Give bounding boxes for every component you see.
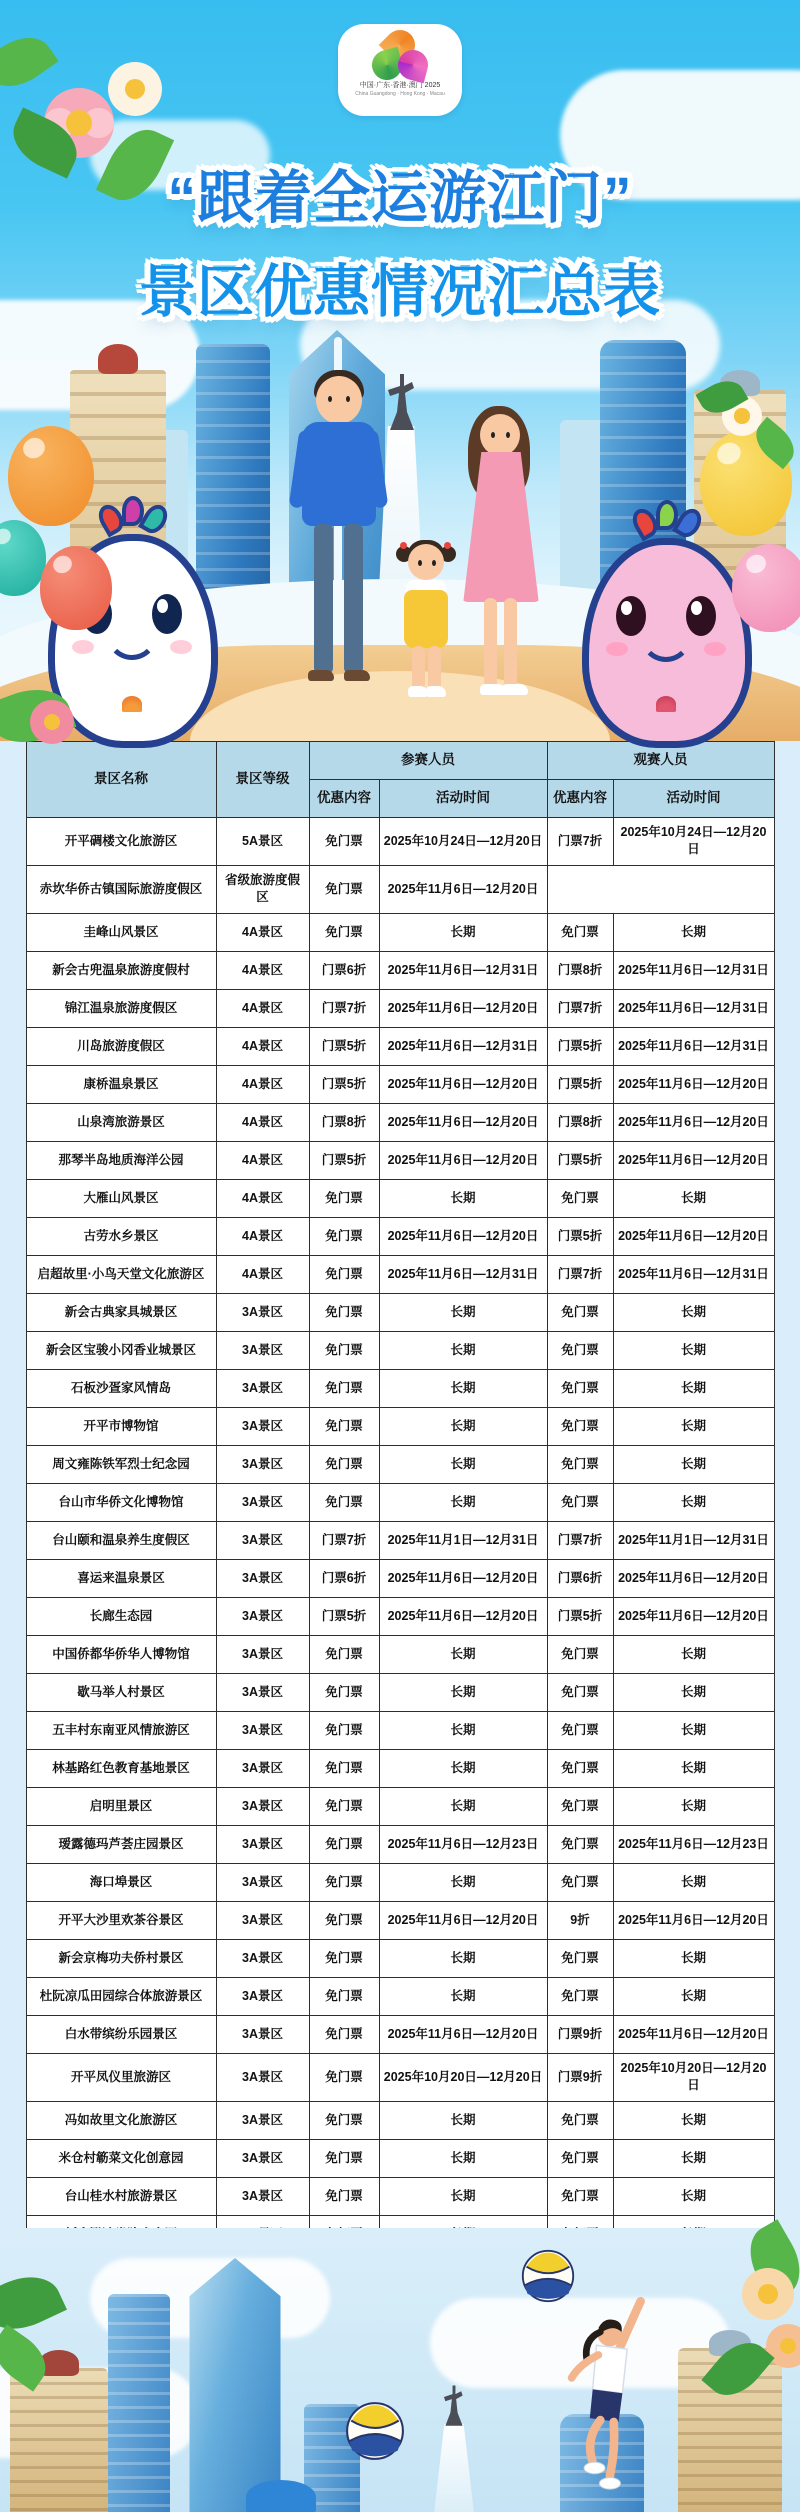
spectator-offer-cell: 免门票 [547,2101,613,2139]
logo-caption-en: China Guangdong · Hong Kong · Macau [355,90,445,97]
participant-offer-cell: 免门票 [309,2177,379,2215]
level-cell: 3A景区 [216,2101,309,2139]
spectator-offer-cell: 门票8折 [547,951,613,989]
spectator-offer-cell: 门票9折 [547,2015,613,2053]
table-row [26,2177,774,2215]
col-header-name: 景区名称 [26,742,216,818]
table-row [26,1217,774,1255]
monument [432,2424,476,2512]
table-row [26,1065,774,1103]
participant-time-cell: 2025年11月6日—12月20日 [379,1901,547,1939]
level-cell: 省级旅游度假区 [216,865,309,913]
table-row [26,1483,774,1521]
participant-time-cell: 长期 [379,1787,547,1825]
child-figure [398,540,454,710]
spectator-time-cell: 2025年11月6日—12月31日 [613,1027,774,1065]
scenic-name-cell: 歇马举人村景区 [26,1673,216,1711]
participant-time-cell: 2025年11月6日—12月20日 [379,1559,547,1597]
scenic-name-cell: 冯如故里文化旅游区 [26,2101,216,2139]
spectator-offer-cell: 门票7折 [547,1255,613,1293]
spectator-time-cell: 长期 [613,1711,774,1749]
level-cell: 3A景区 [216,1597,309,1635]
participant-time-cell: 2025年11月6日—12月20日 [379,1065,547,1103]
level-cell: 3A景区 [216,1787,309,1825]
level-cell: 3A景区 [216,1331,309,1369]
table-row [26,1407,774,1445]
participant-offer-cell: 免门票 [309,1787,379,1825]
spectator-offer-cell: 免门票 [547,2177,613,2215]
table-row [26,1521,774,1559]
participant-time-cell: 长期 [379,1635,547,1673]
table-row [26,1635,774,1673]
spectator-time-cell: 2025年10月20日—12月20日 [613,2053,774,2101]
table-row [26,1787,774,1825]
heritage-tower [10,2368,108,2512]
col-header-participant-offer: 优惠内容 [309,779,379,817]
table-row [26,1863,774,1901]
spectator-offer-cell: 门票5折 [547,1217,613,1255]
spectator-offer-cell: 免门票 [547,1787,613,1825]
level-cell: 4A景区 [216,989,309,1027]
level-cell: 3A景区 [216,1369,309,1407]
scenic-name-cell: 台山市华侨文化博物馆 [26,1483,216,1521]
spectator-offer-cell: 免门票 [547,1293,613,1331]
participant-time-cell: 2025年11月6日—12月20日 [379,1141,547,1179]
participant-offer-cell: 门票5折 [309,1141,379,1179]
balloon-coral [40,546,112,630]
spectator-offer-cell: 免门票 [547,1445,613,1483]
table-row [26,951,774,989]
participant-offer-cell: 免门票 [309,1483,379,1521]
scenic-name-cell: 新会古典家具城景区 [26,1293,216,1331]
participant-offer-cell: 免门票 [309,1293,379,1331]
spectator-offer-cell: 免门票 [547,1939,613,1977]
level-cell: 3A景区 [216,1711,309,1749]
spectator-time-cell: 长期 [613,1863,774,1901]
level-cell: 3A景区 [216,1977,309,2015]
participant-offer-cell: 免门票 [309,1255,379,1293]
level-cell: 3A景区 [216,1445,309,1483]
level-cell: 4A景区 [216,951,309,989]
spectator-offer-cell: 9折 [547,1901,613,1939]
scenic-name-cell: 周文雍陈铁军烈士纪念园 [26,1445,216,1483]
participant-offer-cell: 免门票 [309,1179,379,1217]
spectator-time-cell: 2025年11月1日—12月31日 [613,1521,774,1559]
poster-title-line2: 景区优惠情况汇总表 [139,260,661,324]
spectator-offer-cell: 免门票 [547,2139,613,2177]
spectator-time-cell: 2025年11月6日—12月20日 [613,1559,774,1597]
participant-time-cell: 2025年11月1日—12月31日 [379,1521,547,1559]
participant-offer-cell: 免门票 [309,1825,379,1863]
scenic-name-cell: 长廊生态园 [26,1597,216,1635]
spectator-time-cell: 2025年11月6日—12月20日 [613,1901,774,1939]
participant-offer-cell: 免门票 [309,2015,379,2053]
spectator-offer-cell: 门票5折 [547,1027,613,1065]
participant-time-cell: 长期 [379,1977,547,2015]
logo-caption: 中国·广东·香港·澳门 2025 [359,82,441,89]
spectator-time-cell: 长期 [613,1939,774,1977]
participant-time-cell: 2025年10月24日—12月20日 [379,817,547,865]
participant-offer-cell: 免门票 [309,2101,379,2139]
col-header-level: 景区等级 [216,742,309,818]
spectator-offer-cell: 免门票 [547,1635,613,1673]
spectator-time-cell: 长期 [613,2101,774,2139]
spectator-offer-cell: 免门票 [547,1179,613,1217]
mother-figure [458,406,544,746]
participant-time-cell: 长期 [379,2177,547,2215]
statue-icon [380,372,424,436]
level-cell: 3A景区 [216,1293,309,1331]
level-cell: 3A景区 [216,1825,309,1863]
participant-offer-cell: 免门票 [309,1635,379,1673]
level-cell: 4A景区 [216,1103,309,1141]
spectator-time-cell: 2025年11月6日—12月20日 [613,1103,774,1141]
hero-section [0,0,800,741]
spectator-time-cell: 2025年11月6日—12月23日 [613,1825,774,1863]
spectator-time-cell: 2025年10月24日—12月20日 [613,817,774,865]
scenic-name-cell: 那琴半岛地质海洋公园 [26,1141,216,1179]
spectator-offer-cell: 免门票 [547,913,613,951]
participant-time-cell: 2025年11月6日—12月20日 [379,1597,547,1635]
scenic-name-cell: 大雁山风景区 [26,1179,216,1217]
volleyball-icon [344,2400,406,2462]
spectator-offer-cell: 免门票 [547,1331,613,1369]
level-cell: 3A景区 [216,1673,309,1711]
scenic-name-cell: 海口埠景区 [26,1863,216,1901]
flower-decoration [108,62,162,116]
spectator-time-cell: 2025年11月6日—12月20日 [613,1217,774,1255]
offers-table [26,741,775,2254]
level-cell: 3A景区 [216,1901,309,1939]
scenic-name-cell: 开平凤仪里旅游区 [26,2053,216,2101]
level-cell: 3A景区 [216,1939,309,1977]
table-row [26,1825,774,1863]
level-cell: 3A景区 [216,2177,309,2215]
flower-decoration [30,700,74,744]
participant-time-cell: 长期 [379,2139,547,2177]
table-row [26,1597,774,1635]
table-row [26,1673,774,1711]
scenic-name-cell: 开平市博物馆 [26,1407,216,1445]
spectator-offer-cell: 免门票 [547,1825,613,1863]
scenic-name-cell: 新会古兜温泉旅游度假村 [26,951,216,989]
participant-time-cell: 长期 [379,1711,547,1749]
table-row [26,1255,774,1293]
table-row [26,817,774,865]
scenic-name-cell: 山泉湾旅游景区 [26,1103,216,1141]
participant-offer-cell: 免门票 [309,817,379,865]
participant-time-cell: 2025年11月6日—12月31日 [379,1027,547,1065]
level-cell: 4A景区 [216,1255,309,1293]
spectator-offer-cell [547,865,774,913]
participant-offer-cell: 免门票 [309,1901,379,1939]
spectator-offer-cell: 门票7折 [547,1521,613,1559]
city-illustration [0,330,800,741]
level-cell: 3A景区 [216,1749,309,1787]
spectator-offer-cell: 免门票 [547,1407,613,1445]
spectator-time-cell: 长期 [613,1749,774,1787]
scenic-name-cell: 杜阮凉瓜田园综合体旅游景区 [26,1977,216,2015]
spectator-time-cell: 2025年11月6日—12月20日 [613,1065,774,1103]
participant-time-cell: 2025年10月20日—12月20日 [379,2053,547,2101]
participant-time-cell: 2025年11月6日—12月20日 [379,989,547,1027]
scenic-name-cell: 石板沙疍家风情岛 [26,1369,216,1407]
level-cell: 3A景区 [216,1483,309,1521]
level-cell: 5A景区 [216,817,309,865]
participant-time-cell: 2025年11月6日—12月31日 [379,1255,547,1293]
spectator-offer-cell: 免门票 [547,1749,613,1787]
table-row [26,2053,774,2101]
spectator-time-cell: 2025年11月6日—12月31日 [613,1255,774,1293]
spectator-offer-cell: 免门票 [547,1369,613,1407]
participant-offer-cell: 免门票 [309,913,379,951]
participant-time-cell: 长期 [379,1445,547,1483]
participant-time-cell: 2025年11月6日—12月31日 [379,951,547,989]
level-cell: 4A景区 [216,1179,309,1217]
participant-time-cell: 长期 [379,1863,547,1901]
table-row [26,1559,774,1597]
table-row [26,1103,774,1141]
table-row [26,1027,774,1065]
participant-time-cell: 长期 [379,1939,547,1977]
spectator-time-cell: 长期 [613,1331,774,1369]
spectator-offer-cell: 门票9折 [547,2053,613,2101]
participant-time-cell: 长期 [379,1749,547,1787]
participant-offer-cell: 免门票 [309,1673,379,1711]
spectator-time-cell: 长期 [613,1369,774,1407]
level-cell: 3A景区 [216,1521,309,1559]
table-row [26,1369,774,1407]
scenic-name-cell: 瑷露德玛芦荟庄园景区 [26,1825,216,1863]
participant-time-cell: 2025年11月6日—12月20日 [379,1217,547,1255]
spectator-offer-cell: 门票6折 [547,1559,613,1597]
spectator-time-cell: 长期 [613,1445,774,1483]
spectator-time-cell: 长期 [613,2177,774,2215]
participant-offer-cell: 免门票 [309,1863,379,1901]
table-body [26,817,774,2253]
participant-time-cell: 长期 [379,913,547,951]
scenic-name-cell: 开平大沙里欢茶谷景区 [26,1901,216,1939]
participant-time-cell: 长期 [379,1483,547,1521]
level-cell: 4A景区 [216,1027,309,1065]
spectator-time-cell: 长期 [613,1635,774,1673]
scenic-name-cell: 古劳水乡景区 [26,1217,216,1255]
level-cell: 4A景区 [216,1141,309,1179]
scenic-name-cell: 米仓村簕菜文化创意园 [26,2139,216,2177]
spectator-time-cell: 长期 [613,2139,774,2177]
participant-time-cell: 长期 [379,2101,547,2139]
participant-offer-cell: 免门票 [309,865,379,913]
participant-time-cell: 2025年11月6日—12月20日 [379,1103,547,1141]
participant-offer-cell: 免门票 [309,1369,379,1407]
spectator-time-cell: 长期 [613,1977,774,2015]
spectator-offer-cell: 免门票 [547,1711,613,1749]
scenic-name-cell: 台山颐和温泉养生度假区 [26,1521,216,1559]
spectator-offer-cell: 免门票 [547,1863,613,1901]
statue-icon [438,2384,470,2430]
skyscraper [108,2294,170,2512]
participant-time-cell: 2025年11月6日—12月23日 [379,1825,547,1863]
col-header-participant-group: 参赛人员 [309,742,547,780]
participant-time-cell: 长期 [379,1407,547,1445]
level-cell: 3A景区 [216,1635,309,1673]
table-row [26,989,774,1027]
spectator-time-cell: 长期 [613,1483,774,1521]
spectator-offer-cell: 门票7折 [547,817,613,865]
offers-table-section [0,741,800,2228]
national-games-logo [338,24,462,116]
balloon-pink [732,544,800,632]
level-cell: 3A景区 [216,1863,309,1901]
table-row [26,1293,774,1331]
table-row [26,1711,774,1749]
scenic-name-cell: 中国侨都华侨华人博物馆 [26,1635,216,1673]
table-row [26,1445,774,1483]
participant-offer-cell: 门票7折 [309,1521,379,1559]
scenic-name-cell: 开平碉楼文化旅游区 [26,817,216,865]
scenic-name-cell: 五丰村东南亚风情旅游区 [26,1711,216,1749]
spectator-time-cell: 2025年11月6日—12月31日 [613,951,774,989]
participant-offer-cell: 免门票 [309,2139,379,2177]
scenic-name-cell: 喜运来温泉景区 [26,1559,216,1597]
poster-title-line1: “跟着全运游江门” [167,166,633,230]
spectator-offer-cell: 门票5折 [547,1141,613,1179]
level-cell: 3A景区 [216,1407,309,1445]
leaf-decoration [0,25,59,99]
flower-decoration [742,2268,794,2320]
scenic-name-cell: 圭峰山风景区 [26,913,216,951]
participant-offer-cell: 门票5折 [309,1065,379,1103]
spectator-offer-cell: 免门票 [547,1673,613,1711]
spectator-time-cell: 2025年11月6日—12月31日 [613,989,774,1027]
col-header-spectator-time: 活动时间 [613,779,774,817]
spectator-time-cell: 长期 [613,1179,774,1217]
participant-offer-cell: 免门票 [309,1445,379,1483]
scenic-name-cell: 新会区宝骏小冈香业城景区 [26,1331,216,1369]
spectator-time-cell: 长期 [613,1407,774,1445]
spectator-time-cell: 长期 [613,1673,774,1711]
scenic-name-cell: 白水带缤纷乐园景区 [26,2015,216,2053]
table-row [26,1939,774,1977]
participant-offer-cell: 门票7折 [309,989,379,1027]
participant-time-cell: 长期 [379,1179,547,1217]
games-emblem-icon [372,30,428,82]
participant-offer-cell: 免门票 [309,1217,379,1255]
participant-time-cell: 2025年11月6日—12月20日 [379,865,547,913]
spectator-time-cell: 2025年11月6日—12月20日 [613,1597,774,1635]
balloon-orange [8,426,94,526]
spectator-offer-cell: 免门票 [547,1977,613,2015]
spectator-time-cell: 2025年11月6日—12月20日 [613,2015,774,2053]
participant-time-cell: 2025年11月6日—12月20日 [379,2015,547,2053]
volleyball-player [548,2284,668,2512]
col-header-spectator-offer: 优惠内容 [547,779,613,817]
participant-time-cell: 长期 [379,1293,547,1331]
mascot-pink [582,504,752,746]
scenic-name-cell: 林基路红色教育基地景区 [26,1749,216,1787]
scenic-name-cell: 川岛旅游度假区 [26,1027,216,1065]
table-row [26,1901,774,1939]
participant-offer-cell: 门票5折 [309,1597,379,1635]
col-header-spectator-group: 观赛人员 [547,742,774,780]
scenic-name-cell: 新会京梅功夫侨村景区 [26,1939,216,1977]
level-cell: 4A景区 [216,1065,309,1103]
footer-illustration [0,2228,800,2512]
participant-offer-cell: 免门票 [309,1749,379,1787]
participant-offer-cell: 门票8折 [309,1103,379,1141]
participant-offer-cell: 免门票 [309,1977,379,2015]
participant-offer-cell: 门票6折 [309,1559,379,1597]
level-cell: 3A景区 [216,2015,309,2053]
scenic-name-cell: 台山桂水村旅游景区 [26,2177,216,2215]
table-row [26,1179,774,1217]
scenic-name-cell: 康桥温泉景区 [26,1065,216,1103]
scenic-name-cell: 锦江温泉旅游度假区 [26,989,216,1027]
participant-offer-cell: 门票6折 [309,951,379,989]
level-cell: 3A景区 [216,1559,309,1597]
spectator-time-cell: 2025年11月6日—12月20日 [613,1141,774,1179]
scenic-name-cell: 启超故里·小鸟天堂文化旅游区 [26,1255,216,1293]
spectator-time-cell: 长期 [613,913,774,951]
level-cell: 4A景区 [216,1217,309,1255]
scenic-name-cell: 启明里景区 [26,1787,216,1825]
spectator-offer-cell: 门票5折 [547,1597,613,1635]
participant-offer-cell: 免门票 [309,1939,379,1977]
cyclist-helmet [246,2480,316,2512]
father-figure [296,370,380,740]
scenic-name-cell: 赤坎华侨古镇国际旅游度假区 [26,865,216,913]
spectator-time-cell: 长期 [613,1293,774,1331]
spectator-offer-cell: 门票8折 [547,1103,613,1141]
spectator-offer-cell: 门票7折 [547,989,613,1027]
table-row [26,1331,774,1369]
table-row [26,865,774,913]
participant-offer-cell: 免门票 [309,2053,379,2101]
table-row [26,1141,774,1179]
participant-offer-cell: 免门票 [309,1331,379,1369]
table-row [26,2139,774,2177]
level-cell: 3A景区 [216,2053,309,2101]
level-cell: 3A景区 [216,2139,309,2177]
table-row [26,1977,774,2015]
col-header-participant-time: 活动时间 [379,779,547,817]
level-cell: 4A景区 [216,913,309,951]
participant-time-cell: 长期 [379,1369,547,1407]
table-row [26,1749,774,1787]
table-row [26,2015,774,2053]
participant-offer-cell: 免门票 [309,1711,379,1749]
participant-time-cell: 长期 [379,1673,547,1711]
spectator-offer-cell: 免门票 [547,1483,613,1521]
table-header [26,742,774,818]
spectator-time-cell: 长期 [613,1787,774,1825]
table-row [26,2101,774,2139]
participant-offer-cell: 门票5折 [309,1027,379,1065]
participant-time-cell: 长期 [379,1331,547,1369]
spectator-offer-cell: 门票5折 [547,1065,613,1103]
participant-offer-cell: 免门票 [309,1407,379,1445]
table-row [26,913,774,951]
